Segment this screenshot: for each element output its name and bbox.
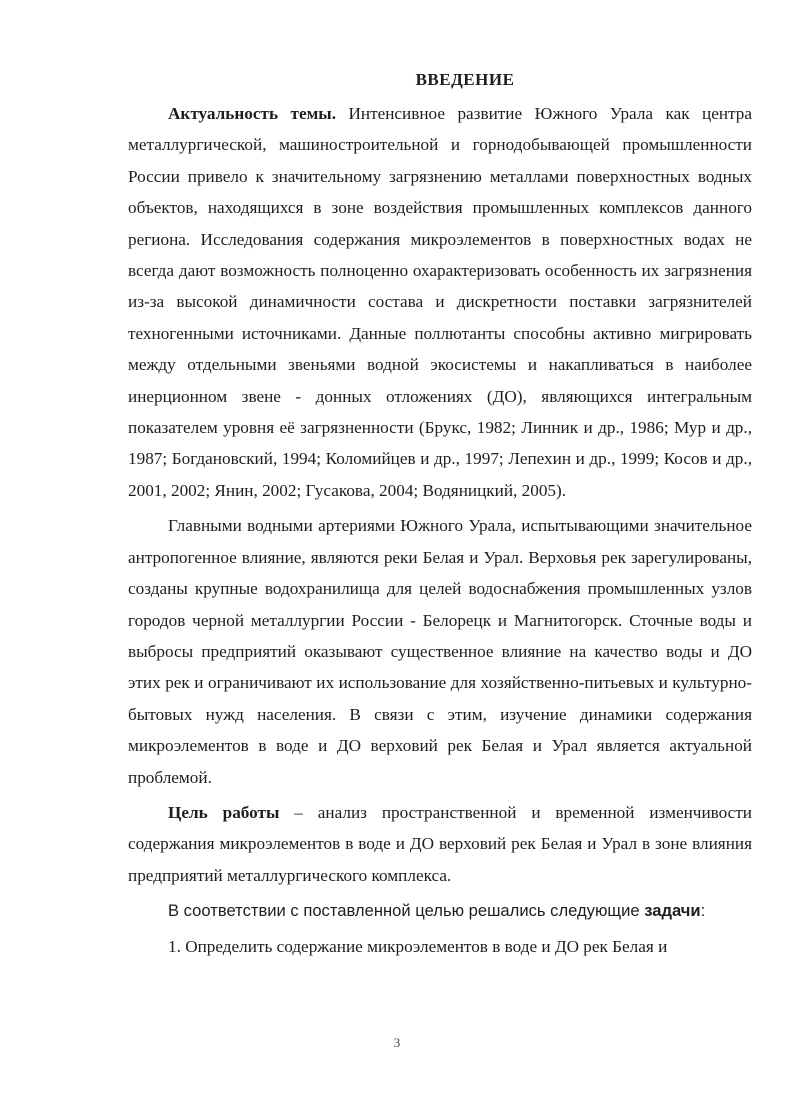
page-number: 3 [393,1035,401,1050]
document-page [128,70,752,962]
tasks-intro: В соответствии с поставленной целью решались следующие [168,901,645,921]
task-1-text: 1. Определить содержание микроэлементов в воде и ДО рек Белая и [168,936,668,956]
section-heading: ВВЕДЕНИЕ [415,70,515,89]
task-1-paragraph [128,931,752,962]
relevance-label: Актуальность темы. [168,104,336,123]
relevance-text: Интенсивное развитие Южного Урала как центра металлургической, машиностроительной и горнодобывающей промышленности России привело к значительному загрязнению металлами поверхностных водных объектов, находящихся в зоне воздействия промышленных комплексов данного региона. Исследования содержания микроэлементов в поверхностных водах не всегда дают возможность полноценно охарактеризовать особенность их загрязнения из-за высокой динамичности состава и дискретности поставки загрязнителей техногенными источниками. Данные поллютанты способны активно мигрировать между отдельными звеньями водной экосистемы и накапливаться в наиболее инерционном звене - донных отложениях (ДО), являющихся интегральным показателем уровня её загрязненности (Брукс, 1982; Линник и др., 1986; Мур и др., 1987; Богдановский, 1994; Коломийцев и др., 1997; Лепехин и др., 1999; Косов и др., 2001, 2002; Янин, 2002; Гусакова, 2004; Водяницкий, 2005). [128,104,753,500]
goal-text: – анализ пространственной и временной изменчивости содержания микроэлементов в воде и ДО верховий рек Белая и Урал в зоне влияния предприятий металлургического комплекса. [128,802,752,885]
tasks-paragraph [128,895,752,926]
relevance-paragraph [128,98,752,506]
tasks-colon: : [700,901,706,921]
goal-paragraph [128,797,752,891]
goal-label: Цель работы [168,802,280,822]
arteries-text: Главными водными артериями Южного Урала, испытывающими значительное антропогенное влияние, являются реки Белая и Урал. Верховья рек зарегулированы, созданы крупные водохранилища для целей водоснабжения промышленных узлов городов черной металлургии России - Белорецк и Магнитогорск. Сточные воды и выбросы предприятий оказывают существенное влияние на качество воды и ДО этих рек и ограничивают их использование для хозяйственно-питьевых и культурно-бытовых нужд населения. В связи с этим, изучение динамики содержания микроэлементов в воде и ДО верховий рек Белая и Урал является актуальной проблемой. [128,516,752,787]
arteries-paragraph [128,510,752,793]
tasks-label: задачи [644,901,701,921]
